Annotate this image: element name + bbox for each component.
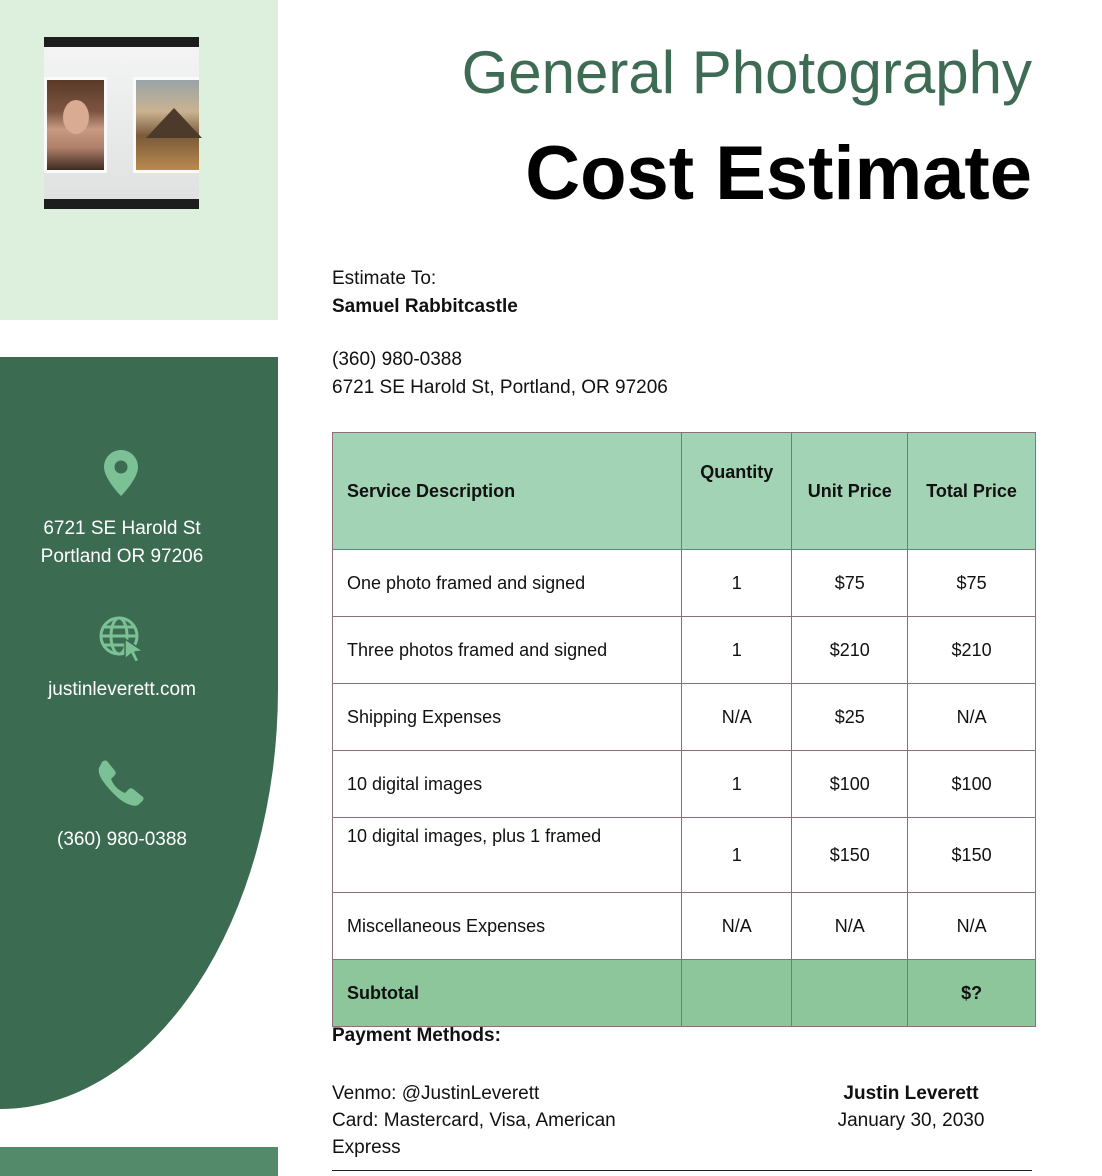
subtotal-label: Subtotal: [333, 960, 682, 1027]
framed-photos-image: [44, 37, 199, 209]
row-total-price: $150: [908, 818, 1036, 893]
header-service-description: Service Description: [333, 433, 682, 550]
row-unit-price: $210: [792, 617, 908, 684]
row-total-price: $100: [908, 751, 1036, 818]
row-quantity: 1: [682, 818, 792, 893]
subtotal-row: [333, 960, 1036, 1027]
row-total-price: N/A: [908, 893, 1036, 960]
row-quantity: 1: [682, 617, 792, 684]
sidebar-panel: [0, 357, 278, 1109]
payment-methods-heading: Payment Methods:: [332, 1025, 501, 1046]
bottom-divider: [332, 1170, 1032, 1171]
sidebar-address: [0, 515, 244, 571]
row-quantity: N/A: [682, 684, 792, 751]
row-total-price: $210: [908, 617, 1036, 684]
table-row: [333, 617, 1036, 684]
table-row: [333, 684, 1036, 751]
row-unit-price: $25: [792, 684, 908, 751]
payment-methods-list: [332, 1080, 652, 1161]
row-description: One photo framed and signed: [333, 550, 682, 617]
table-row: [333, 550, 1036, 617]
payment-venmo: Venmo: @JustinLeverett: [332, 1083, 540, 1104]
signer-name: Justin Leverett: [843, 1083, 979, 1104]
table-row: [333, 751, 1036, 818]
row-quantity: 1: [682, 550, 792, 617]
row-description: 10 digital images, plus 1 framed: [333, 818, 682, 893]
row-description: 10 digital images: [333, 751, 682, 818]
header-total-price: Total Price: [908, 433, 1036, 550]
sidebar-website[interactable]: justinleverett.com: [48, 679, 196, 700]
payment-card: Card: Mastercard, Visa, American Express: [332, 1110, 616, 1158]
header-quantity: Quantity: [682, 433, 792, 550]
subtotal-empty-cell: [792, 960, 908, 1027]
row-quantity: N/A: [682, 893, 792, 960]
page-title-line-1: General Photography: [461, 39, 1032, 106]
client-name: Samuel Rabbitcastle: [332, 296, 518, 317]
landscape-photo: [133, 77, 199, 173]
row-total-price: $75: [908, 550, 1036, 617]
address-line-2: Portland OR 97206: [40, 546, 204, 567]
client-address: 6721 SE Harold St, Portland, OR 97206: [332, 377, 668, 398]
signature-date: January 30, 2030: [837, 1110, 985, 1131]
client-phone: (360) 980-0388: [332, 349, 462, 370]
address-line-1: 6721 SE Harold St: [43, 518, 201, 539]
signature-block: [800, 1080, 1022, 1134]
subtotal-empty-cell: [682, 960, 792, 1027]
globe-cursor-icon: [98, 615, 146, 663]
estimate-to-block: [332, 265, 518, 321]
row-unit-price: N/A: [792, 893, 908, 960]
row-unit-price: $75: [792, 550, 908, 617]
row-description: Three photos framed and signed: [333, 617, 682, 684]
header-unit-price: Unit Price: [792, 433, 908, 550]
page-title-line-2: Cost Estimate: [525, 131, 1032, 216]
location-pin-icon: [104, 450, 138, 496]
bottom-decor-band: [0, 1147, 278, 1176]
row-unit-price: $150: [792, 818, 908, 893]
table-row: [333, 893, 1036, 960]
subtotal-value: $?: [908, 960, 1036, 1027]
row-description: Miscellaneous Expenses: [333, 893, 682, 960]
table-row: [333, 818, 1036, 893]
table-header-row: [333, 433, 1036, 550]
portrait-photo: [44, 77, 107, 173]
sidebar-phone[interactable]: (360) 980-0388: [57, 829, 187, 850]
row-quantity: 1: [682, 751, 792, 818]
photo-mat: [44, 47, 199, 199]
row-unit-price: $100: [792, 751, 908, 818]
row-description: Shipping Expenses: [333, 684, 682, 751]
row-total-price: N/A: [908, 684, 1036, 751]
estimate-to-label: Estimate To:: [332, 268, 437, 289]
phone-icon: [98, 760, 144, 806]
client-contact-block: [332, 346, 668, 402]
estimate-table: [332, 432, 1036, 1027]
